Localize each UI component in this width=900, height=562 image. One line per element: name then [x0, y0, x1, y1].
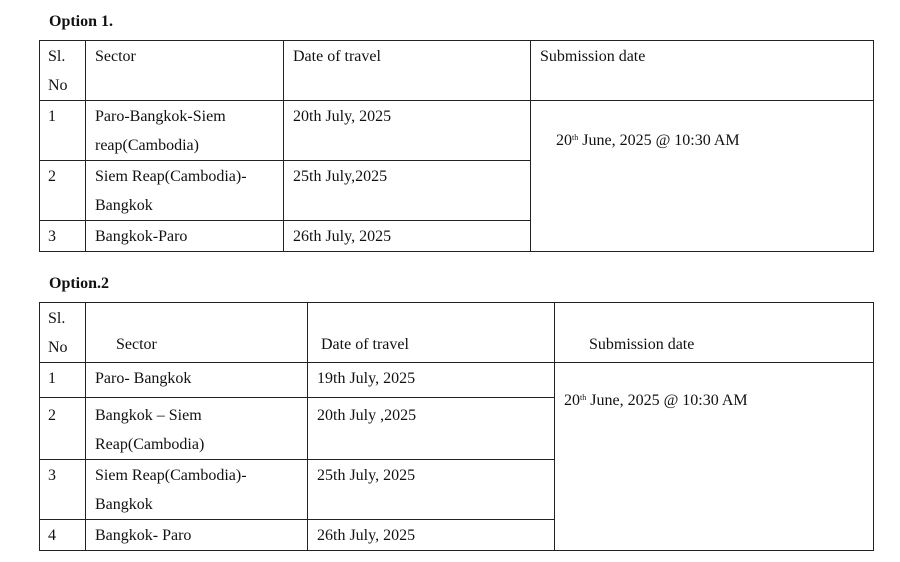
date-value: 26th July, 2025: [317, 527, 416, 544]
header-submission-label: Submission date: [540, 48, 646, 65]
submission-date-value: [555, 363, 873, 415]
row-date: [284, 221, 531, 252]
row-sector: [86, 398, 308, 460]
date-value: 20th July ,2025: [317, 407, 417, 424]
header-sector: [86, 303, 308, 363]
header-submission-label: Submission date: [589, 336, 695, 353]
date-value: 25th July,2025: [293, 168, 388, 185]
sector-line1: Bangkok – Siem: [95, 407, 202, 424]
header-sl-no: [40, 41, 86, 101]
header-sl-line2: No: [48, 339, 68, 356]
sector-line1: Paro-Bangkok-Siem: [95, 108, 226, 125]
row-number: [40, 101, 86, 161]
table-row: [40, 101, 874, 161]
header-sector-label: Sector: [116, 336, 157, 353]
row-date: [308, 520, 555, 551]
row-sector: [86, 460, 308, 520]
header-sl-line1: Sl.: [48, 48, 66, 65]
row-sector: [86, 363, 308, 398]
sector-line2: reap(Cambodia): [95, 137, 199, 154]
header-submission: [531, 41, 874, 101]
sector-line1: Bangkok-Paro: [95, 228, 188, 245]
row-number: [40, 398, 86, 460]
submission-ordinal: th: [572, 133, 579, 142]
date-value: 26th July, 2025: [293, 228, 392, 245]
option2-table: [39, 302, 874, 551]
row-number: [40, 520, 86, 551]
table-header-row: [40, 303, 874, 363]
sector-line2: Reap(Cambodia): [95, 436, 205, 453]
submission-rest: June, 2025 @ 10:30 AM: [586, 392, 748, 409]
row-sector: [86, 161, 284, 221]
row-number-value: 2: [48, 407, 56, 424]
table-header-row: [40, 41, 874, 101]
row-date: [308, 363, 555, 398]
row-number-value: 1: [48, 108, 56, 125]
submission-date-value: [531, 101, 873, 155]
date-value: 19th July, 2025: [317, 370, 416, 387]
sector-line1: Paro- Bangkok: [95, 370, 192, 387]
row-date: [308, 398, 555, 460]
header-date: [308, 303, 555, 363]
submission-date-cell: [555, 363, 874, 551]
option1-table: [39, 40, 874, 252]
row-number-value: 4: [48, 527, 56, 544]
table-row: [40, 363, 874, 398]
row-sector: [86, 101, 284, 161]
row-number-value: 1: [48, 370, 56, 387]
header-date: [284, 41, 531, 101]
header-sl-line2: No: [48, 77, 68, 94]
sector-line1: Siem Reap(Cambodia)-: [95, 467, 247, 484]
date-value: 20th July, 2025: [293, 108, 392, 125]
row-number-value: 2: [48, 168, 56, 185]
header-sl-no: [40, 303, 86, 363]
sector-line1: Siem Reap(Cambodia)-: [95, 168, 247, 185]
header-date-label: Date of travel: [293, 48, 381, 65]
sector-line2: Bangkok: [95, 197, 153, 214]
row-date: [308, 460, 555, 520]
row-number: [40, 363, 86, 398]
row-date: [284, 161, 531, 221]
header-sector: [86, 41, 284, 101]
row-sector: [86, 221, 284, 252]
row-number: [40, 221, 86, 252]
row-sector: [86, 520, 308, 551]
option2-heading: Option.2: [49, 275, 110, 292]
row-number-value: 3: [48, 228, 56, 245]
row-date: [284, 101, 531, 161]
date-value: 25th July, 2025: [317, 467, 416, 484]
header-sector-label: Sector: [95, 48, 136, 65]
row-number: [40, 460, 86, 520]
row-number: [40, 161, 86, 221]
row-number-value: 3: [48, 467, 56, 484]
submission-day: 20: [564, 392, 580, 409]
header-submission: [555, 303, 874, 363]
header-date-label: Date of travel: [321, 336, 409, 353]
submission-ordinal: th: [580, 393, 587, 402]
submission-date-cell: [531, 101, 874, 252]
submission-day: 20: [556, 132, 572, 149]
sector-line2: Bangkok: [95, 496, 153, 513]
option1-heading: Option 1.: [49, 13, 114, 30]
sector-line1: Bangkok- Paro: [95, 527, 192, 544]
submission-rest: June, 2025 @ 10:30 AM: [578, 132, 740, 149]
header-sl-line1: Sl.: [48, 310, 66, 327]
